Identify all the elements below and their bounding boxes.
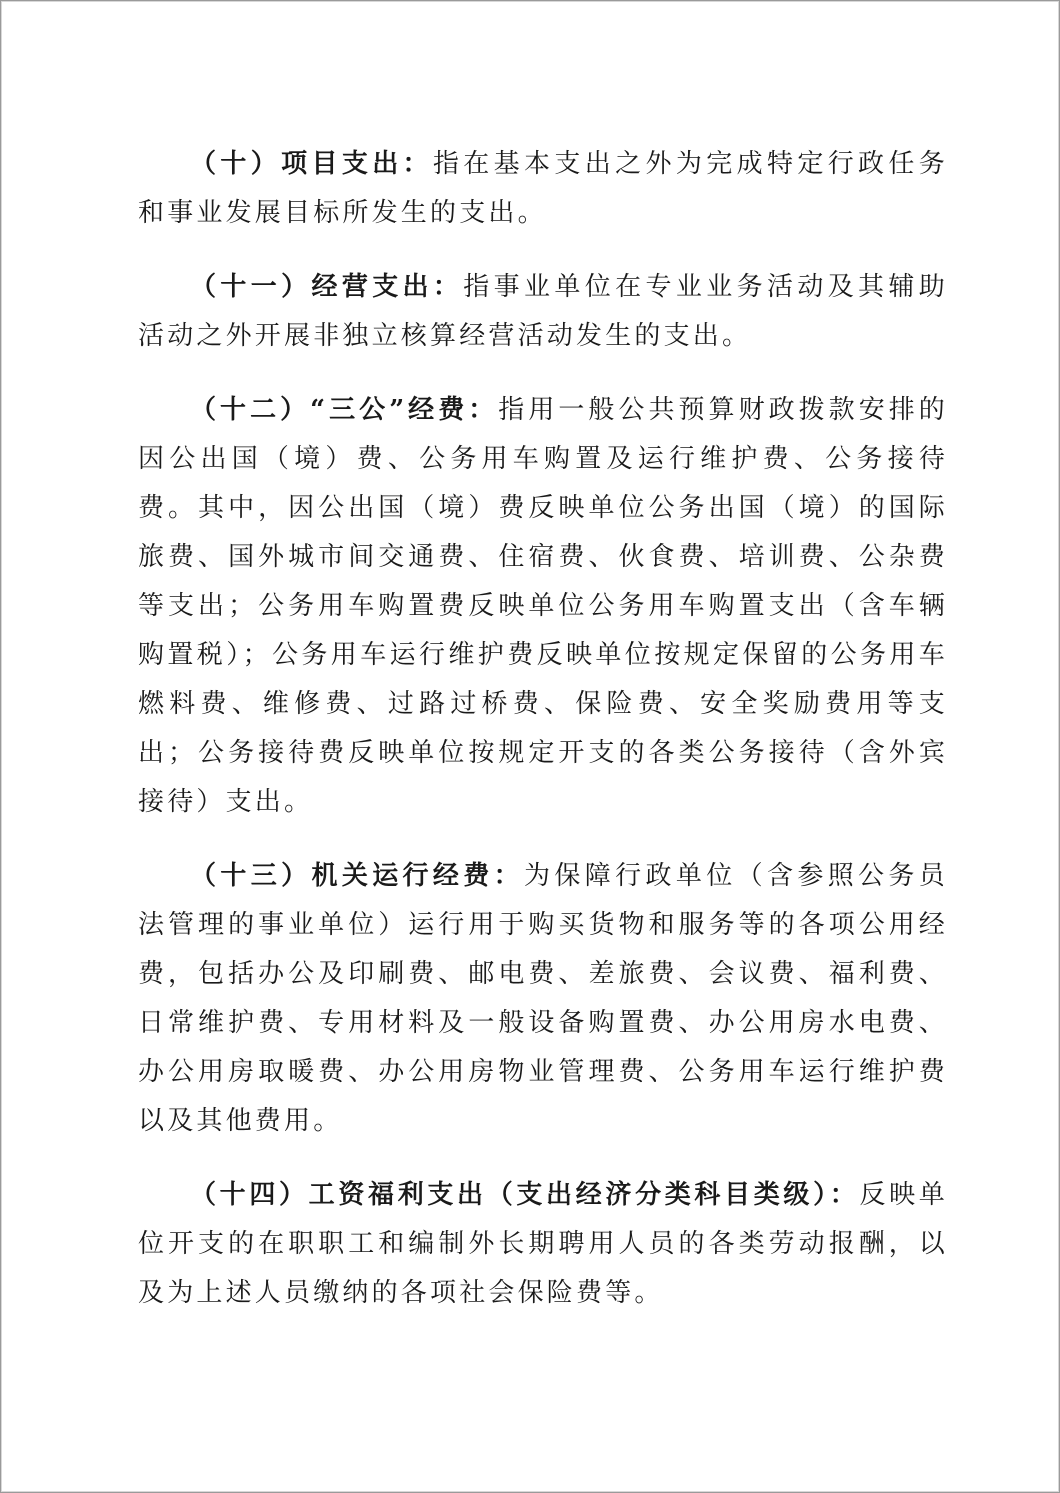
document-body (138, 140, 948, 1343)
paragraph-heading: （十四）工资福利支出（支出经济分类科目类级）： (190, 1180, 860, 1210)
paragraph-text: 指在基本支出之外为完成特定行政任务和事业发展目标所发生的支出。 (138, 149, 948, 228)
paragraph-text: 为保障行政单位（含参照公务员法管理的事业单位）运行用于购买货物和服务等的各项公用经费，包括办公及印刷费、邮电费、差旅费、会议费、福利费、日常维护费、专用材料及一般设备购置费、办公用房水电费、办公用房取暖费、办公用房物业管理费、公务用车运行维护费以及其他费用。 (138, 861, 948, 1136)
paragraph-heading: （十）项目支出： (190, 149, 433, 179)
paragraph-project-expenditure (138, 140, 948, 238)
paragraph-operating-expenditure (138, 263, 948, 361)
paragraph-wage-welfare-expenditure (138, 1171, 948, 1318)
paragraph-text: 反映单位开支的在职职工和编制外长期聘用人员的各类劳动报酬，以及为上述人员缴纳的各项社会保险费等。 (138, 1180, 948, 1308)
paragraph-agency-operating-funds (138, 852, 948, 1146)
paragraph-heading: （十一）经营支出： (190, 272, 464, 302)
paragraph-text: 指用一般公共预算财政拨款安排的因公出国（境）费、公务用车购置及运行维护费、公务接待费。其中，因公出国（境）费反映单位公务出国（境）的国际旅费、国外城市间交通费、住宿费、伙食费、培训费、公杂费等支出；公务用车购置费反映单位公务用车购置支出（含车辆购置税）；公务用车运行维护费反映单位按规定保留的公务用车燃料费、维修费、过路过桥费、保险费、安全奖励费用等支出；公务接待费反映单位按规定开支的各类公务接待（含外宾接待）支出。 (138, 395, 948, 817)
paragraph-three-public-expenses (138, 386, 948, 827)
paragraph-heading: （十三）机关运行经费： (190, 861, 525, 891)
paragraph-text: 指事业单位在专业业务活动及其辅助活动之外开展非独立核算经营活动发生的支出。 (138, 272, 948, 351)
paragraph-heading: （十二）“三公”经费： (190, 395, 499, 425)
